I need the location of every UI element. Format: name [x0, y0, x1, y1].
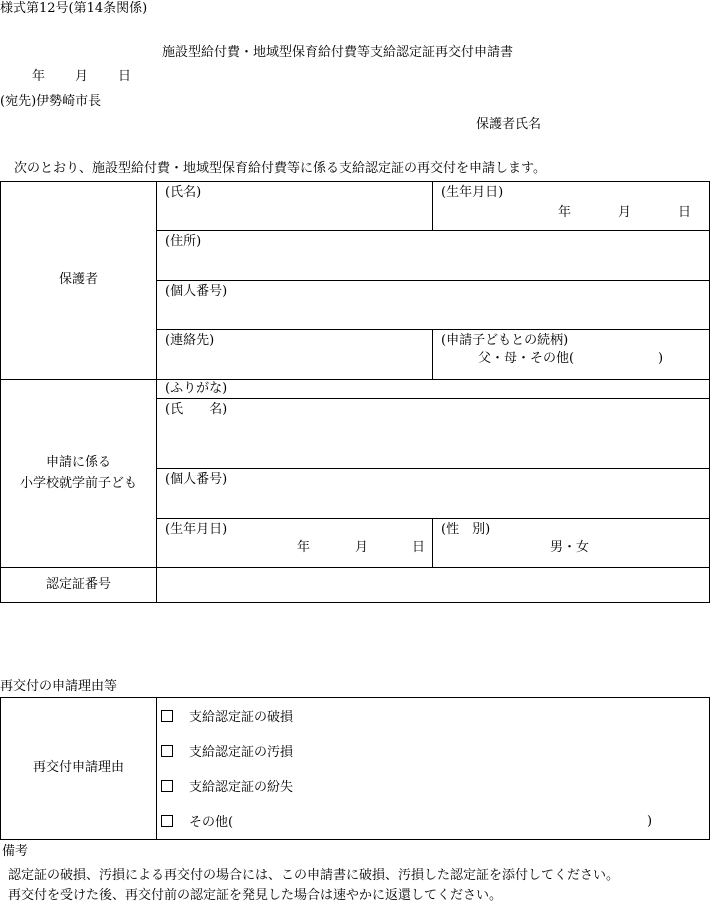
relationship-options: 父・母・その他( [478, 351, 575, 366]
guardian-relationship-label: (申請子どもとの続柄) [441, 333, 569, 348]
checkbox-icon[interactable] [161, 710, 173, 722]
date-day-label: 日 [118, 69, 132, 84]
relationship-close: ) [658, 351, 664, 366]
date-month-label: 月 [75, 69, 89, 84]
reason-option-soiled[interactable]: 支給認定証の汚損 [161, 745, 293, 759]
guardian-name-field[interactable] [157, 182, 433, 231]
child-birthdate-field[interactable] [157, 519, 433, 568]
intro-text: 次のとおり、施設型給付費・地域型保育給付費等に係る支給認定証の再交付を申請します。 [14, 161, 546, 176]
child-birth-month: 月 [355, 540, 369, 555]
reason-option-lost[interactable]: 支給認定証の紛失 [161, 780, 293, 794]
notes-line-1: 認定証の破損、汚損による再交付の場合には、この申請書に破損、汚損した認定証を添付してください。 [8, 868, 620, 883]
guardian-contact-label: (連絡先) [165, 333, 215, 348]
guardian-section-label: 保護者 [1, 182, 157, 380]
child-gender-label: (性 別) [441, 522, 491, 537]
guardian-personal-number-label: (個人番号) [165, 284, 228, 299]
reason-heading: 再交付の申請理由等 [0, 679, 118, 694]
child-section-label: 申請に係る 小学校就学前子ども [1, 380, 157, 568]
guardian-address-field[interactable] [157, 231, 710, 281]
reason-options-cell [157, 698, 710, 840]
checkbox-icon[interactable] [161, 780, 173, 792]
certificate-number-field[interactable] [157, 568, 710, 603]
form-title: 施設型給付費・地域型保育給付費等支給認定証再交付申請書 [162, 45, 514, 60]
child-name-label: (氏 名) [165, 402, 228, 417]
other-close: ) [647, 814, 653, 829]
child-name-field[interactable] [157, 399, 710, 469]
date-year-label: 年 [32, 69, 46, 84]
checkbox-icon[interactable] [161, 815, 173, 827]
child-gender-field[interactable] [433, 519, 710, 568]
guardian-name-label: 保護者氏名 [476, 117, 542, 132]
notes-heading: 備考 [2, 844, 29, 859]
reason-section-label: 再交付申請理由 [1, 698, 157, 840]
guardian-name-label: (氏名) [165, 185, 202, 200]
guardian-address-label: (住所) [165, 234, 202, 249]
application-table [0, 181, 710, 603]
notes-line-2: 再交付を受けた後、再交付前の認定証を発見した場合は速やかに返還してください。 [8, 888, 503, 903]
guardian-birthdate-label: (生年月日) [441, 185, 504, 200]
reason-option-damaged[interactable]: 支給認定証の破損 [161, 710, 293, 724]
child-birth-day: 日 [412, 540, 426, 555]
guardian-birthdate-field[interactable] [433, 182, 710, 231]
child-birth-year: 年 [297, 540, 311, 555]
child-personal-number-label: (個人番号) [165, 472, 228, 487]
child-birthdate-label: (生年月日) [165, 522, 228, 537]
reason-table [0, 697, 710, 840]
form-number: 様式第12号(第14条関係) [0, 1, 148, 16]
guardian-contact-field[interactable] [157, 330, 433, 380]
child-furigana-field[interactable] [157, 380, 710, 399]
guardian-birth-year: 年 [558, 205, 572, 220]
reason-option-other[interactable]: その他( [161, 815, 233, 829]
child-furigana-label: (ふりがな) [165, 381, 228, 396]
addressee: (宛先)伊勢崎市長 [0, 94, 102, 109]
guardian-personal-number-field[interactable] [157, 281, 710, 330]
child-personal-number-field[interactable] [157, 469, 710, 519]
guardian-relationship-field[interactable] [433, 330, 710, 380]
certificate-number-label: 認定証番号 [1, 568, 157, 603]
guardian-birth-day: 日 [678, 205, 692, 220]
gender-options: 男・女 [550, 540, 590, 555]
checkbox-icon[interactable] [161, 745, 173, 757]
guardian-birth-month: 月 [618, 205, 632, 220]
